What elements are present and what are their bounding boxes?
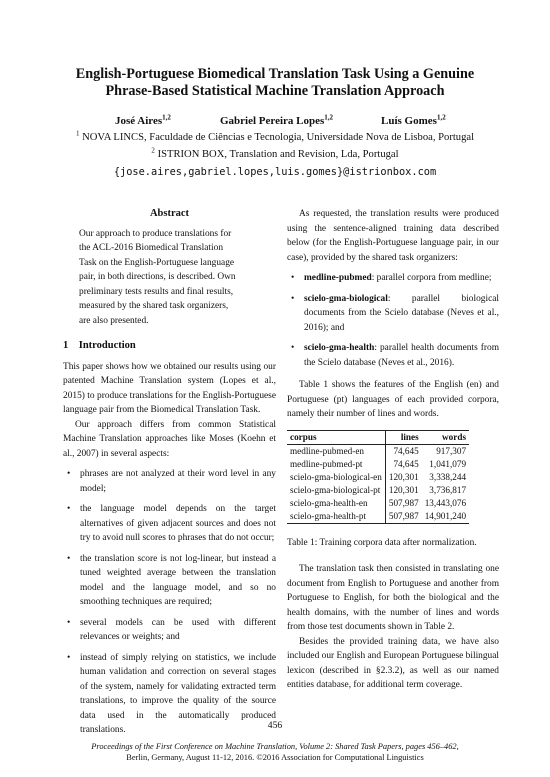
table-cell: medline-pubmed-en [290, 445, 364, 456]
table-header-cell: words [442, 431, 467, 442]
abstract-line: Task on the English-Portuguese language [79, 257, 235, 268]
right-column [287, 207, 499, 693]
intro-paragraph-2: Our approach differs from common Statistical Machine Translation approaches like Moses (Koehn et al., 2007) in several aspects: [63, 419, 276, 459]
abstract-line: measured by the shared task organizers, [79, 301, 229, 311]
list-item: • the language model depends on the target alternatives of given adjacent sources and does not try to avoid null scores to phrases that do not occur; [63, 502, 276, 546]
table-header-cell: lines [385, 430, 421, 444]
table-cell: 74,645 [385, 444, 421, 458]
intro-bullet-list [63, 467, 276, 738]
table-header-cell: corpus [290, 431, 317, 442]
table-row [287, 444, 469, 458]
affiliation-1: $^1$ NOVA LINCS, Faculdade de Ciências e Tecnologia, Universidade Nova de Lisboa, Portugal [75, 129, 475, 143]
author-3: Luís Gomes$^{1,2}$ [381, 113, 446, 127]
table-row [287, 458, 469, 471]
title-line-2: Phrase-Based Statistical Machine Translation Approach [105, 83, 445, 99]
data-paragraph-1: As requested, the translation results were produced using the sentence-aligned training data described below (for the English-Portuguese language pair, in our case), provided by the shared task organizers: [287, 209, 499, 263]
table-cell: 507,987 [385, 510, 421, 524]
table-cell: 14,901,240 [424, 510, 467, 521]
data-paragraph-3: The translation task then consisted in translating one document from English to Portuguese and another from Portuguese to English, for both the biological and the health domains, with the number of lines and words from those test documents shown in Table 2. [287, 564, 499, 632]
title-line-1: English-Portuguese Biomedical Translation Task Using a Genuine [75, 66, 475, 82]
abstract-line: Our approach to produce translations for [79, 228, 232, 239]
list-item: • scielo-gma-health: parallel health documents from the Scielo database (Neves et al., 2016). [287, 341, 499, 370]
table-cell: 13,443,076 [424, 497, 467, 508]
table-row [287, 510, 469, 524]
table-cell: scielo-gma-health-en [290, 497, 368, 508]
table-cell: 120,301 [385, 484, 421, 497]
table-header-row [287, 430, 469, 444]
abstract-line: are also presented. [79, 315, 149, 326]
table-cell: 3,338,244 [429, 471, 467, 482]
table-cell: 3,736,817 [429, 484, 467, 495]
author-list [0, 115, 550, 129]
corpora-table [287, 430, 469, 524]
list-item: • medline-pubmed: parallel corpora from medline; [287, 271, 499, 286]
table-cell: 507,987 [385, 497, 421, 510]
list-item: • scielo-gma-biological: parallel biological documents from the Scielo database (Neves et al., 2016); and [287, 292, 499, 336]
footer-line-2: Berlin, Germany, August 11-12, 2016. ©2016 Association for Computational Linguistics [126, 752, 424, 762]
table-cell: scielo-gma-biological-pt [290, 484, 381, 495]
list-item: • phrases are not analyzed at their word level in any model; [63, 467, 276, 496]
list-item: • the translation score is not log-linear, but instead a tuned weighted average between the translation model and the language model, and so no smoothing techniques are required; [63, 552, 276, 610]
affiliation-2: $^2$ ISTRION BOX, Translation and Revision, Lda, Portugal [151, 146, 399, 160]
table-row [287, 484, 469, 497]
intro-paragraph-1: This paper shows how we obtained our results using our patented Machine Translation system (Lopes et al., 2015) to produce translations for the English-Portuguese language pair from the Biomedical Translation Task. [63, 361, 276, 415]
table-cell: scielo-gma-biological-en [290, 471, 382, 482]
abstract-body [63, 227, 276, 329]
abstract-line: preliminary tests results and final results, [79, 286, 234, 297]
abstract-heading: Abstract [149, 208, 190, 219]
data-paragraph-4: Besides the provided training data, we have also included our English and European Portuguese bilingual lexicon (described in §2.3.2), as well as our named entities database, for additional term coverage. [287, 636, 499, 690]
paper-title [0, 66, 550, 100]
proceedings-footer [0, 742, 550, 763]
table-cell: 74,645 [385, 458, 421, 471]
table-cell: scielo-gma-health-pt [290, 510, 367, 521]
abstract-line: the ACL-2016 Biomedical Translation [79, 243, 224, 253]
table-cell: 917,307 [436, 445, 467, 456]
data-paragraph-2: Table 1 shows the features of the English (en) and Portuguese (pt) languages of each provided corpora, namely their number of lines and words. [287, 380, 499, 419]
table-caption: Table 1: Training corpora data after normalization. [287, 537, 477, 548]
table-cell: 1,041,079 [429, 458, 467, 469]
page-number: 456 [267, 720, 283, 731]
left-column [63, 207, 276, 738]
table-row [287, 471, 469, 484]
footer-line-1: Proceedings of the First Conference on Machine Translation, Volume 2: Shared Task Papers, pages 456–462, [91, 742, 459, 751]
list-item: • several models can be used with different relevances or weights; and [63, 616, 276, 645]
author-1: José Aires$^{1,2}$ [115, 113, 171, 127]
abstract-line: pair, in both directions, is described. Own [79, 272, 236, 282]
table-row [287, 497, 469, 510]
list-item: • instead of simply relying on statistics, we include human validation and correction on several stages of the system, namely for validating extracted term translations, to improve the quality of the source data used in the automatically produced translations. [63, 651, 276, 738]
section-heading-introduction: 1 Introduction [63, 340, 136, 351]
table-cell: medline-pubmed-pt [290, 458, 363, 469]
author-2: Gabriel Pereira Lopes$^{1,2}$ [220, 113, 334, 127]
corpora-bullet-list [287, 271, 499, 370]
table-cell: 120,301 [385, 471, 421, 484]
author-emails: {jose.aires,gabriel.lopes,luis.gomes}@istrionbox.com [113, 166, 437, 178]
